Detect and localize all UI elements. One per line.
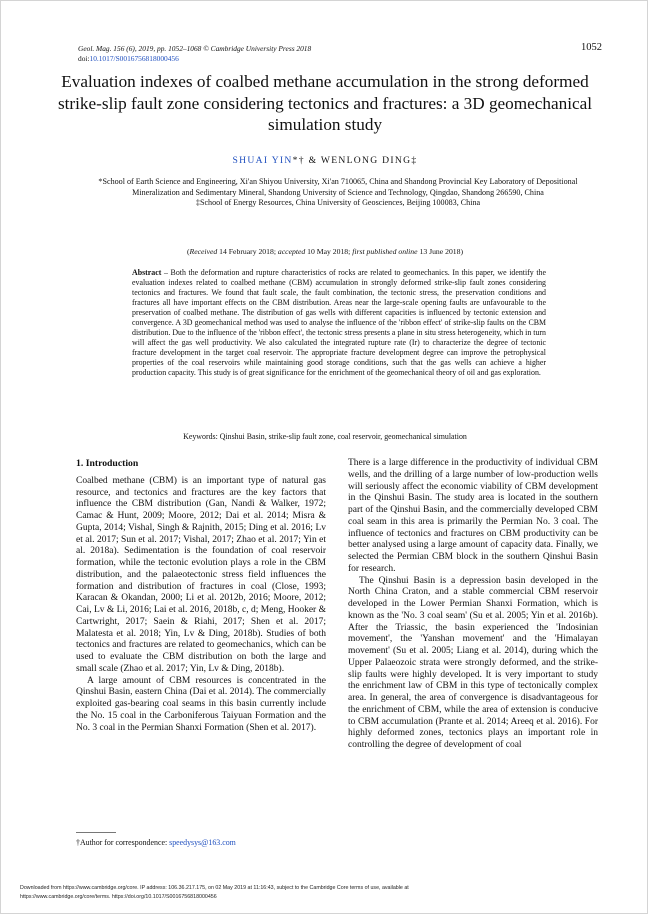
section-heading: 1. Introduction <box>76 458 139 469</box>
received-date: 14 February 2018 <box>219 247 274 256</box>
author-email-link[interactable]: speedysys@163.com <box>169 838 236 847</box>
page-number: 1052 <box>581 42 602 53</box>
journal-header <box>78 44 311 64</box>
right-column <box>348 458 598 752</box>
abstract <box>132 268 546 377</box>
body-paragraph: A large amount of CBM resources is concentrated in the Qinshui Basin, eastern China (Dai et al. 2014). The commercially exploited gas-bearing coal seams in this basin currently include the No. 15 coal in the Carboniferous Taiyuan Formation and the No. 3 coal in the Permian Shanxi Formation (Shen et al. 2017). <box>76 675 326 733</box>
author-separator: & <box>308 155 318 166</box>
doi-link[interactable]: 10.1017/S0016756818000456 <box>89 54 179 63</box>
footnote-divider <box>76 832 116 833</box>
correspondence-footnote <box>76 838 236 847</box>
footer-line-1: Downloaded from https://www.cambridge.org/core. IP address: 106.36.217.175, on 02 May 2019 at 11:16:43, subject to the Cambridge Core terms of use, available at <box>20 885 409 891</box>
body-paragraph: There is a large difference in the productivity of individual CBM wells, and the drilling of a large number of low-production wells will seriously affect the economic viability of CBM development in the Qinshui Basin. The study area is located in the southern part of the Qinshui Basin, and the commercially developed CBM coal seam in this area is primarily the Permian No. 3 coal. The influence of tectonics and fractures on CBM productivity can be better analysed using a large amount of capacity data. Finally, we selected the Permian CBM block in the southern Qinshui Basin for research. <box>348 458 598 574</box>
accepted-date: 10 May 2018 <box>307 247 349 256</box>
affiliation-2: ‡School of Energy Resources, China University of Geosciences, Beijing 100083, China <box>195 198 481 208</box>
body-paragraph: The Qinshui Basin is a depression basin developed in the North China Craton, and a stable commercial CBM reservoir developed in the Lower Permian Shanxi Formation, which is known as the 'No. 3 coal seam' (Su et al. 2005; Yin et al. 2016b). After the Triassic, the basin experienced the 'Indosinian movement', the 'Yanshan movement' and the 'Himalayan movement' (Su et al. 2005; Liang et al. 2014), during which the Upper Palaeozoic strata were strongly deformed, and the strike-slip faults were highly developed. It is very important to study the enrichment law of CBM in this type of tectonically complex area. In general, the area of convergence is disadvantageous for the enrichment of CBM, while the area of extension is conducive to CBM accumulation (Prante et al. 2014; Areeq et al. 2016). For highly deformed zones, tectonics plays an important role in controlling the degree of development of coal <box>348 575 598 750</box>
doi-label: doi: <box>78 54 90 63</box>
affiliation-1: *School of Earth Science and Engineering, Xi'an Shiyou University, Xi'an 710065, China and Shandong Provincial Key Laboratory of Depositional Mineralization and Sedimentary Mineral, Shandong University of Science and Technology, Qingdao, Shandong 266590, China <box>98 177 578 197</box>
article-title: Evaluation indexes of coalbed methane accumulation in the strong deformed strike-slip fault zone considering tectonics and fractures: a 3D geomechanical simulation study <box>57 72 593 134</box>
author-name: WENLONG DING <box>320 155 412 166</box>
abstract-text: – Both the deformation and rupture characteristics of rocks are related to geomechanics. In this paper, we identify the evaluation indexes related to coalbed methane (CBM) accumulation in strongly deformed strike-slip fault zones considering tectonics and fractures. We found that fault scale, the fault combination, the tectonic stress, the preservation conditions and fractures all have important effects on the CBM distribution. Areas near the large-scale opening faults are unfavourable to the preservation of coalbed methane. The distribution of gas wells with different capacities is influenced by tectonic extension and convergence. A 3D geomechanical method was used to analyse the influence of the 'ribbon effect' of strike-slip faults on the CBM distribution. Due to the influence of the 'ribbon effect', the tectonic stress presents a plane in situ stress heterogeneity, which in turn will affect the gas well productivity. We also calculated the integrated rupture rate (Ir) to characterize the degree of tectonic fracture development in the target coal reservoir. The appropriate fracture development degree can improve the petrophysical properties of the coal reservoirs while maintaining good storage conditions, such that the gas wells can achieve a higher production capacity. This study is of great significance for the enrichment of the geomechanical theory of oil and gas exploration. <box>132 268 546 377</box>
keywords: Keywords: Qinshui Basin, strike-slip fault zone, coal reservoir, geomechanical simulation <box>183 432 467 441</box>
published-label: first published online <box>352 247 418 256</box>
author-line <box>48 155 602 166</box>
left-column <box>76 458 326 734</box>
footnote-label: †Author for correspondence: <box>76 838 170 847</box>
footer-line-2: https://www.cambridge.org/core/terms. https://doi.org/10.1017/S0016756818000456 <box>20 893 217 900</box>
received-dates: (Received 14 February 2018; accepted 10 May 2018; first published online 13 June 2018) <box>186 247 464 256</box>
accepted-label: accepted <box>277 247 306 256</box>
author-name[interactable]: SHUAI YIN <box>232 155 293 166</box>
affiliations <box>88 177 588 209</box>
author-marks: *† <box>292 155 305 166</box>
author-marks: ‡ <box>411 155 418 166</box>
journal-citation: Geol. Mag. 156 (6), 2019, pp. 1052–1068 © Cambridge University Press 2018 <box>78 44 312 53</box>
download-footer <box>20 884 620 901</box>
published-date: 13 June 2018 <box>419 247 461 256</box>
received-label: Received <box>189 247 218 256</box>
abstract-label: Abstract <box>132 268 162 277</box>
doi-line <box>78 54 311 64</box>
body-paragraph: Coalbed methane (CBM) is an important type of natural gas resource, and tectonics and fractures are the key factors that influence the CBM distribution (Gan, Nandi & Walker, 1972; Camac & Hunt, 2009; Moore, 2012; Dai et al. 2014; Misra & Gupta, 2014; Vishal, Singh & Rajnith, 2015; Ding et al. 2016; Lv et al. 2017; Sun et al. 2017; Vishal, 2017; Zhao et al. 2017; Yin et al. 2018a). Sedimentation is the foundation of coal reservoir formation, while the tectonic evolution plays a role in the CBM distribution, and the palaeotectonic stress field influences the formation and distribution of fractures in coal (Close, 1993; Karacan & Okandan, 2000; Li et al. 2012b, 2016; Moore, 2012; Cai, Lv & Li, 2016; Lai et al. 2016, 2018b, c, d; Meng, Hooker & Cartwright, 2017; Saein & Riahi, 2017; Shen et al. 2017; Malatesta et al. 2018; Yin, Lv & Ding, 2018b). Studies of both tectonics and fractures are related to geomechanics, which can be used to evaluate the CBM distribution on both the large and small scale (Zhao et al. 2017; Yin, Lv & Ding, 2018b). <box>76 475 326 674</box>
